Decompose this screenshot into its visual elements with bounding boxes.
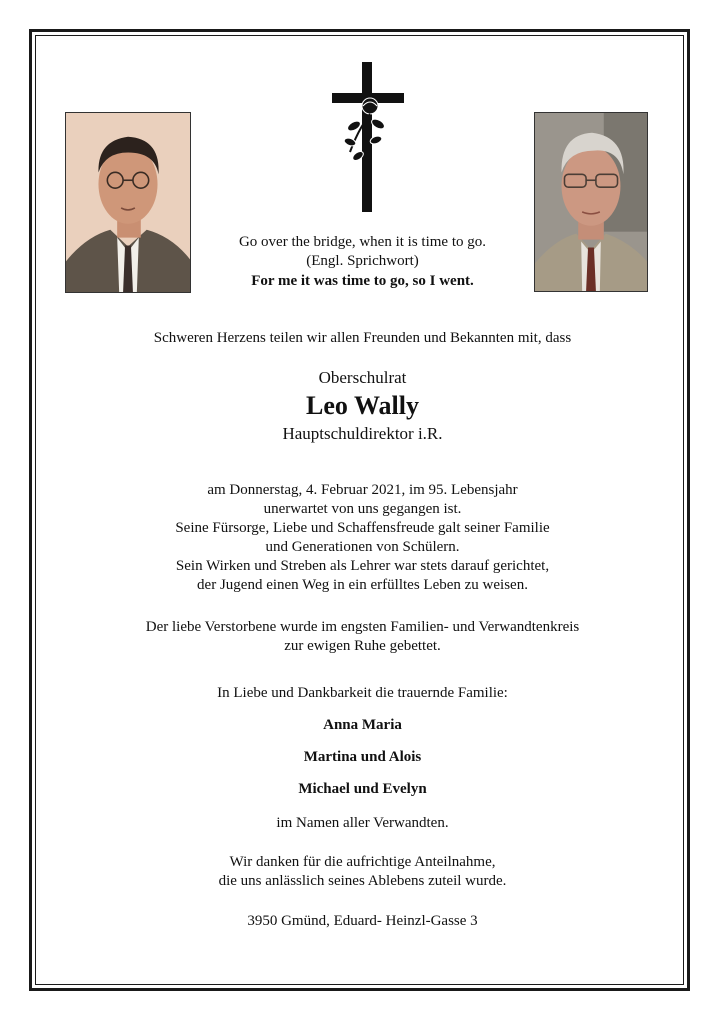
thanks-line: Wir danken für die aufrichtige Anteilnahme, — [229, 854, 496, 870]
quote-line-bold: For me it was time to go, so I went. — [251, 273, 474, 289]
cross-with-rose-icon — [330, 60, 406, 214]
body-line: unerwartet von uns gegangen ist. — [263, 501, 462, 517]
body-line: und Generationen von Schülern. — [265, 539, 460, 555]
burial-line: Der liebe Verstorbene wurde im engsten Familien- und Verwandtenkreis — [145, 619, 580, 635]
deceased-name: Leo Wally — [306, 391, 419, 420]
thanks-line: die uns anlässlich seines Ablebens zuteil wurde. — [218, 873, 507, 889]
announcement-intro: Schweren Herzens teilen wir allen Freunden und Bekannten mit, dass — [153, 330, 572, 346]
body-line: Seine Fürsorge, Liebe und Schaffensfreude galt seiner Familie — [175, 520, 550, 536]
body-line: der Jugend einen Weg in ein erfülltes Leben zu weisen. — [197, 577, 528, 593]
quote-line-1: Go over the bridge, when it is time to go. — [238, 234, 487, 250]
family-intro: In Liebe und Dankbarkeit die trauernde Familie: — [217, 685, 508, 701]
family-member: Anna Maria — [323, 717, 402, 733]
family-member: Martina und Alois — [303, 749, 422, 765]
body-line: am Donnerstag, 4. Februar 2021, im 95. Lebensjahr — [207, 482, 518, 498]
deceased-title: Oberschulrat — [318, 368, 407, 387]
family-address: 3950 Gmünd, Eduard- Heinzl-Gasse 3 — [247, 913, 478, 929]
burial-line: zur ewigen Ruhe gebettet. — [284, 638, 441, 654]
family-outro: im Namen aller Verwandten. — [276, 815, 449, 831]
quote-source: (Engl. Sprichwort) — [306, 253, 419, 269]
body-line: Sein Wirken und Streben als Lehrer war stets darauf gerichtet, — [175, 558, 550, 574]
deceased-position: Hauptschuldirektor i.R. — [282, 424, 443, 443]
family-member: Michael und Evelyn — [298, 781, 427, 797]
